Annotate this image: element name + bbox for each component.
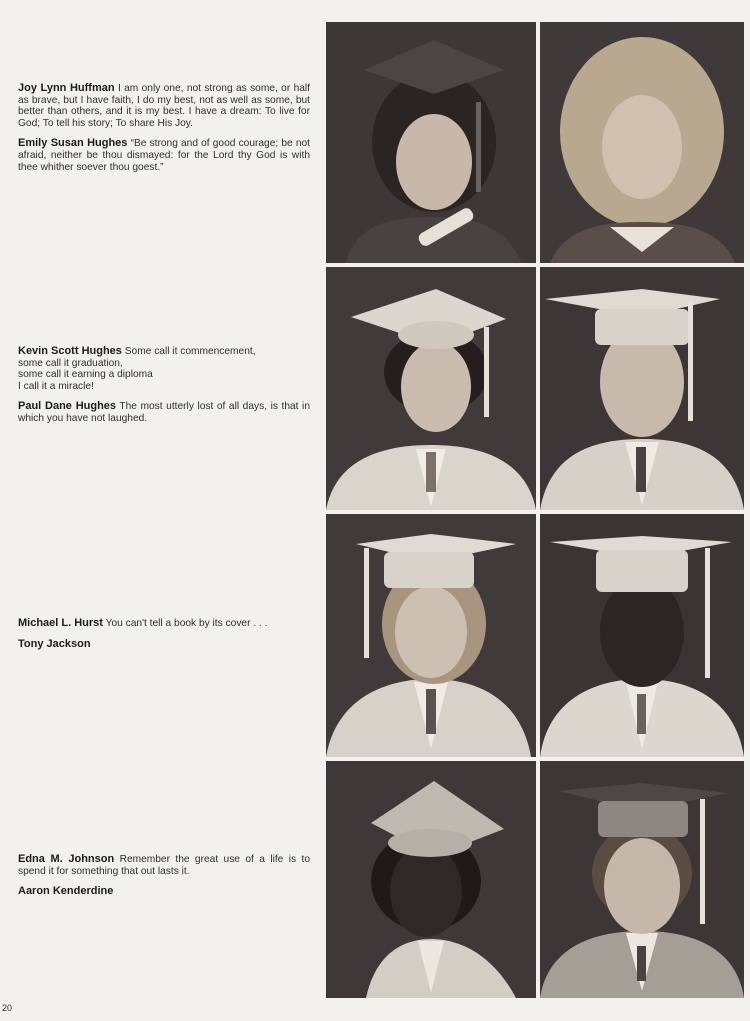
portrait-photo-emily-hughes [540,22,744,263]
entry-group-1 [18,83,310,182]
senior-name: Emily Susan Hughes [18,137,128,150]
portrait-placeholder-icon [540,514,744,757]
senior-entry [18,618,310,630]
entry-group-4 [18,854,310,907]
portrait-placeholder-icon [326,267,536,510]
senior-entry [18,639,310,651]
portrait-placeholder-icon [540,267,744,510]
senior-entry [18,83,310,129]
senior-quote: The most utterly lost of all days, is that in which you have not laughed. [18,401,310,424]
portrait-photo-tony-jackson [540,514,744,757]
senior-name: Tony Jackson [18,637,91,650]
senior-quote: “Be strong and of good courage; be not afraid, neither be thou dismayed: for the Lord thy God is with thee whither soever thou goest.” [18,138,310,173]
senior-entry [18,854,310,877]
portrait-photo-huffman [326,22,536,263]
portrait-placeholder-icon [326,514,536,757]
portrait-photo-aaron-kenderdine [540,761,744,998]
senior-quote: Some call it commencement, some call it graduation, some call it earning a diploma I call it a miracle! [18,346,256,392]
portrait-photo-paul-hughes [540,267,744,510]
senior-quote: You can't tell a book by its cover . . . [105,618,268,629]
senior-name: Edna M. Johnson [18,853,115,865]
entry-group-2 [18,346,310,434]
senior-entry [18,401,310,424]
portrait-placeholder-icon [326,22,536,263]
senior-quote: I am only one, not strong as some, or half as brave, but I have faith, I do my best, not as well as some, but better than others, and it is my best. I have a dream: To live for God; To tell his story; To share His Joy. [18,83,311,129]
senior-entry [18,346,310,392]
portrait-placeholder-icon [540,761,744,998]
senior-name: Kevin Scott Hughes [18,345,122,357]
senior-name: Paul Dane Hughes [18,400,117,413]
senior-entry [18,886,310,898]
portrait-placeholder-icon [540,22,744,263]
senior-entry [18,138,310,173]
portrait-photo-edna-johnson [326,761,536,998]
portrait-photo-kevin-hughes [326,267,536,510]
page-number: 20 [2,1003,13,1013]
senior-name: Aaron Kenderdine [18,885,114,898]
senior-name: Michael L. Hurst [18,617,103,629]
senior-quote: Remember the great use of a life is to spend it for something that out lasts it. [18,854,310,877]
entry-group-3 [18,618,310,659]
portrait-placeholder-icon [326,761,536,998]
senior-name: Joy Lynn Huffman [18,82,115,94]
portrait-photo-michael-hurst [326,514,536,757]
